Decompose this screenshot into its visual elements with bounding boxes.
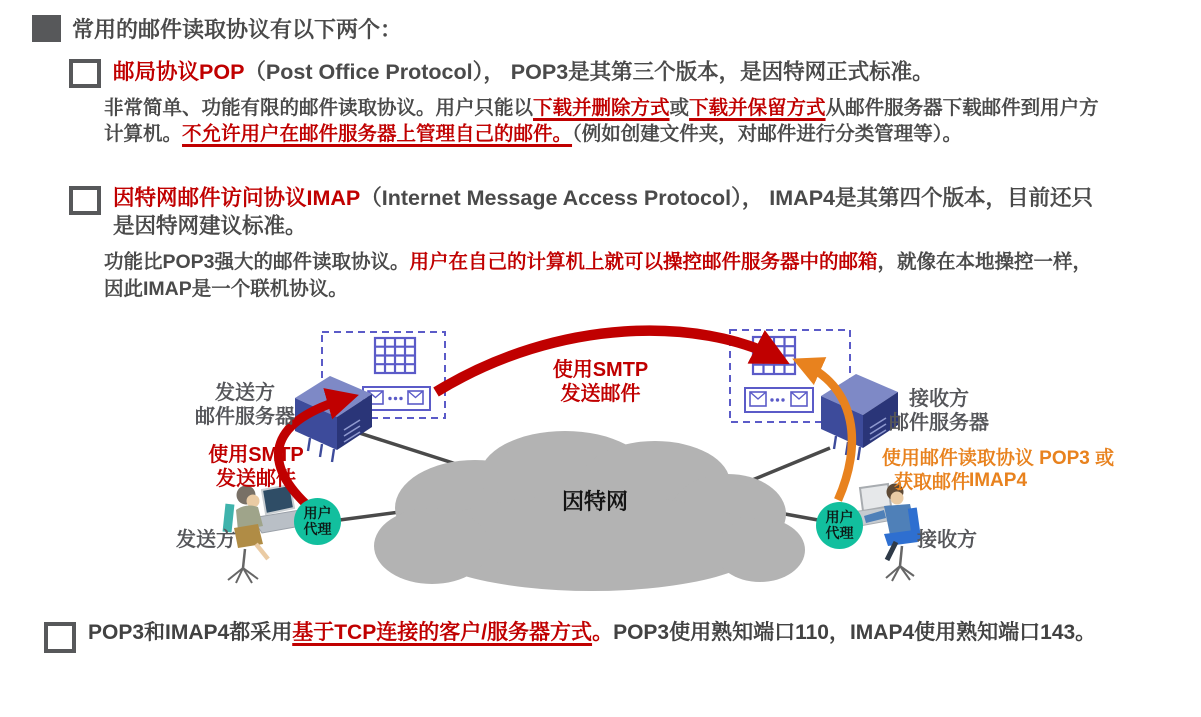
pop-desc-text: （例如创建文件夹，对邮件进行分类管理等）。 [572,123,963,145]
main-bullet-text: 常用的邮件读取协议有以下两个： [72,17,403,42]
user-agent-line2: 代理 [303,520,332,537]
sender-server-line2: 邮件服务器 [195,405,295,428]
bottom-red-period: 。 [592,621,614,644]
imap-desc-text: ，就像在本地操控一样，因此IMAP是一个联机协议。 [104,251,1093,300]
pop-description [104,95,1116,147]
receiver-label: 接收方 [917,529,977,551]
mail-protocol-diagram [0,318,1201,614]
imap-desc-highlight: 用户在自己的计算机上就可以操控邮件服务器中的邮箱 [409,251,878,273]
sender-label: 发送方 [176,529,236,551]
hollow-square-bullet-imap [69,186,101,215]
bottom-summary [88,618,1173,648]
imap-heading [113,184,1098,240]
imap-title: 因特网邮件访问协议IMAP [113,186,361,210]
smtp-left-line2: 发送邮件 [216,467,296,490]
smtp-send-label-center [533,359,668,406]
bottom-text-seg: POP3使用熟知端口110，IMAP4使用熟知端口143。 [613,621,1097,644]
receiver-server-label [868,388,1010,435]
user-agent-line1: 用户 [825,509,854,526]
bottom-highlight-tcp: 基于TCP连接的客户/服务器方式 [292,621,593,644]
sender-server-line1: 发送方 [215,382,275,404]
user-agent-badge-sender [294,498,341,545]
smtp-center-line1: 使用SMTP [552,359,649,381]
sender-server-label [178,382,312,429]
imap-title-en: （Internet Message Access Protocol） [360,186,742,210]
user-agent-line2: 代理 [825,524,854,541]
mail-queue-icon [363,387,430,410]
pop-title: 邮局协议POP [113,60,245,84]
pop-title-rest: ， POP3是其第三个版本，是因特网正式标准。 [483,60,934,84]
filled-square-bullet [32,15,61,42]
smtp-send-label-left [190,444,322,491]
bottom-text-seg: POP3和IMAP4都采用 [88,621,293,644]
message-grid-icon [375,338,415,373]
receiver-server-line1: 接收方 [909,388,969,410]
pop-heading [113,58,1103,86]
retrieve-protocol-label-line2: 获取邮件 [893,472,970,493]
pop-desc-text: 或 [669,97,690,119]
hollow-square-bullet-pop [69,59,101,88]
pop-desc-text: 非常简单、功能有限的邮件读取协议。用户只能以 [104,97,534,119]
user-agent-line1: 用户 [303,505,332,522]
user-agent-badge-receiver [816,502,863,549]
imap-title-rest: ， IMAP4是其第四个版本，目前还只是因特网建议标准。 [113,186,1094,238]
pop-desc-highlight-manage: 不允许用户在邮件服务器上管理自己的邮件。 [182,123,573,145]
pop-title-en: （Post Office Protocol） [244,60,484,84]
internet-label: 因特网 [561,489,628,514]
mail-queue-icon [745,388,813,412]
pop-desc-highlight-delete: 下载并删除方式 [533,97,670,119]
retrieve-protocol-label-line1: 使用邮件读取协议 POP3 或IMAP4 [881,448,1115,492]
imap-desc-text: 功能比POP3强大的邮件读取协议。 [104,251,410,273]
smtp-center-line2: 发送邮件 [560,382,641,405]
pop-desc-text: 从邮件服务器下载邮件到用户方计算机。 [104,97,1099,145]
hollow-square-bullet-bottom [44,622,76,653]
pop-desc-highlight-keep: 下载并保留方式 [689,97,826,119]
network-line [745,448,830,483]
imap-description [104,249,1104,303]
receiver-server-line2: 邮件服务器 [889,411,989,434]
smtp-left-line1: 使用SMTP [208,444,304,466]
